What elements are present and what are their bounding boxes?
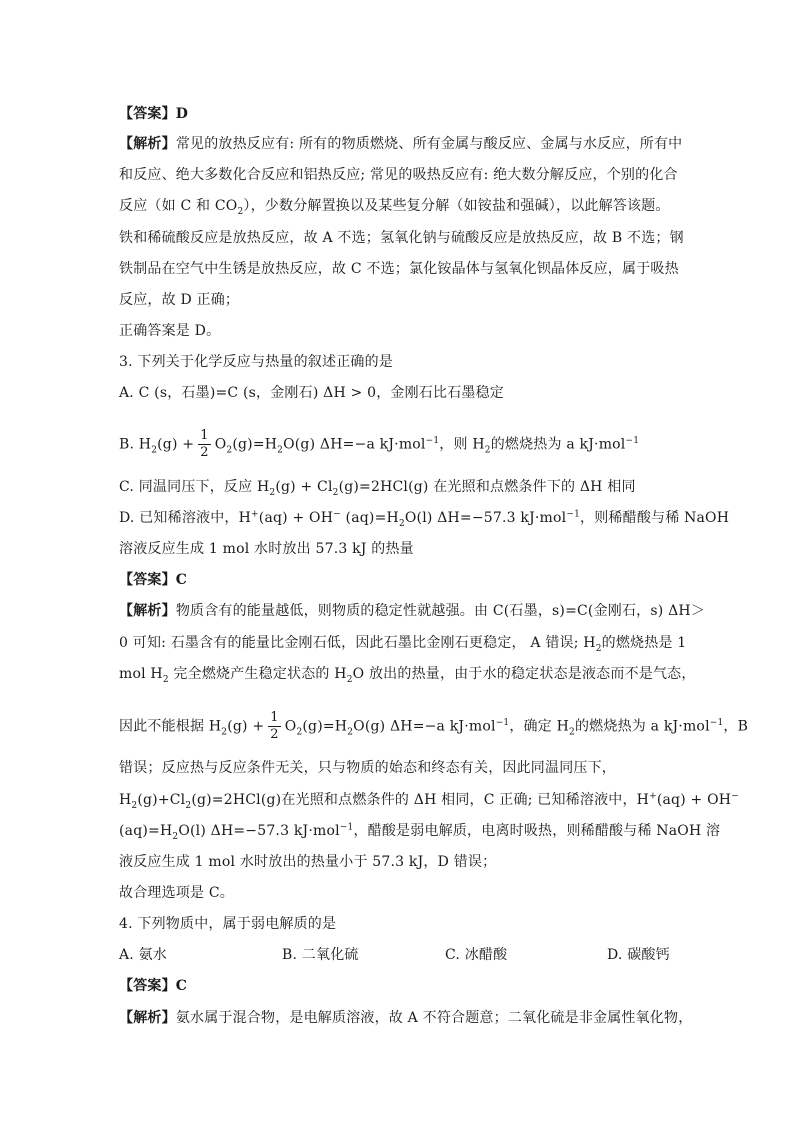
answer-q2: 【答案】D [119, 106, 189, 122]
analysis-label: 【解析】 [119, 603, 176, 619]
analysis-q2-line4: 铁和稀硫酸反应是放热反应，故 A 不选；氢氧化钠与硫酸反应是放热反应，故 B 不选；钢 [119, 230, 684, 246]
analysis-q3-line7: $(aq)=H_2O(l)$ ΔH=−57.3 kJ·mol$^{-1}$，醋酸是弱电解质，电离时吸热，则稀醋酸与稀 NaOH 溶 [119, 822, 721, 842]
analysis-q3-line3: mol $H_2$ 完全燃烧产生稳定状态的 $H_2O$ 放出的热量，由于水的稳定状态是液态而不是气态， [119, 666, 696, 685]
question-4-stem: 4. 下列物质中，属于弱电解质的是 [119, 916, 337, 932]
analysis-q2-line3: 反应（如 C 和 $CO_2$），少数分解置换以及某些复分解（如铵盐和强碱），以此解答该题。 [119, 198, 670, 217]
question-4-option-c: C. 冰醋酸 [445, 947, 508, 963]
question-3-stem: 3. 下列关于化学反应与热量的叙述正确的是 [119, 354, 394, 370]
analysis-q2-conclusion: 正确答案是 D。 [119, 323, 221, 339]
analysis-q3-line4: 因此不能根据 $H_2(g)$ + $\frac{1}{2}$ $O_2(g)=H_2O(g)$ ΔH=−a kJ·mol$^{-1}$，确定 $H_2$的燃烧热为 a kJ·mol$^{-1}$，B [119, 710, 749, 742]
answer-q3: 【答案】C [119, 572, 188, 588]
analysis-q2-line2: 和反应、绝大多数化合反应和铝热反应; 常见的吸热反应有: 绝大数分解反应，个别的化合 [119, 167, 678, 183]
analysis-label: 【解析】 [119, 136, 176, 152]
fraction-half: $\frac{1}{2}$ [200, 428, 209, 460]
analysis-q3-line2: 0 可知: 石墨含有的能量比金刚石低，因此石墨比金刚石更稳定， A 错误; $H_2$的燃烧热是 1 [119, 635, 687, 654]
analysis-label: 【解析】 [119, 1010, 176, 1026]
analysis-q4-line1: 【解析】氨水属于混合物，是电解质溶液，故 A 不符合题意；二氧化硫是非金属性氧化物， [119, 1010, 693, 1026]
analysis-q2-line6: 反应，故 D 正确； [119, 292, 240, 308]
answer-q4: 【答案】C [119, 978, 188, 994]
analysis-q3-line5: 错误；反应热与反应条件无关，只与物质的始态和终态有关，因此同温同压下， [119, 760, 616, 776]
question-3-option-c: C. 同温同压下，反应 $H_2(g) + Cl_2(g)=2HCl(g)$ 在光照和点燃条件下的 ΔH 相同 [119, 479, 636, 498]
analysis-q2-line1: 【解析】常见的放热反应有: 所有的物质燃烧、所有金属与酸反应、金属与水反应，所有中 [119, 136, 683, 152]
analysis-q3-line6: $H_2(g)+Cl_2(g)=2HCl(g)$在光照和点燃条件的 ΔH 相同，C 正确; 已知稀溶液中，H+(aq) + OH− [119, 791, 739, 811]
question-3-option-a: A. C (s，石墨)=C (s，金刚石) ΔH > 0，金刚石比石墨稳定 [119, 385, 504, 401]
analysis-q3-line1: 【解析】物质含有的能量越低，则物质的稳定性就越强。由 C(石墨，s)=C(金刚石，s) ΔH＞ [119, 603, 706, 619]
question-3-option-b: B. $H_2(g)$ + $\frac{1}{2}$ $O_2(g)=H_2O(g)$ ΔH=−a kJ·mol$^{-1}$，则 $H_2$的燃烧热为 a kJ·mol$^{-1}$ [119, 428, 640, 460]
question-3-option-d-cont: 溶液反应生成 1 mol 水时放出 57.3 kJ 的热量 [119, 541, 414, 557]
fraction-half: $\frac{1}{2}$ [270, 710, 279, 742]
question-4-option-d: D. 碳酸钙 [607, 947, 670, 963]
analysis-q3-conclusion: 故合理选项是 C。 [119, 885, 234, 901]
question-4-option-b: B. 二氧化硫 [282, 947, 359, 963]
analysis-q3-line8: 液反应生成 1 mol 水时放出的热量小于 57.3 kJ，D 错误； [119, 854, 497, 870]
question-4-option-a: A. 氨水 [119, 947, 168, 963]
analysis-q2-line5: 铁制品在空气中生锈是放热反应，故 C 不选；氯化铵晶体与氢氧化钡晶体反应，属于吸热 [119, 261, 679, 277]
question-3-option-d: D. 已知稀溶液中，H+(aq) + OH− $(aq)=H_2O(l)$ ΔH=−57.3 kJ·mol$^{-1}$，则稀醋酸与稀 NaOH [119, 509, 730, 529]
